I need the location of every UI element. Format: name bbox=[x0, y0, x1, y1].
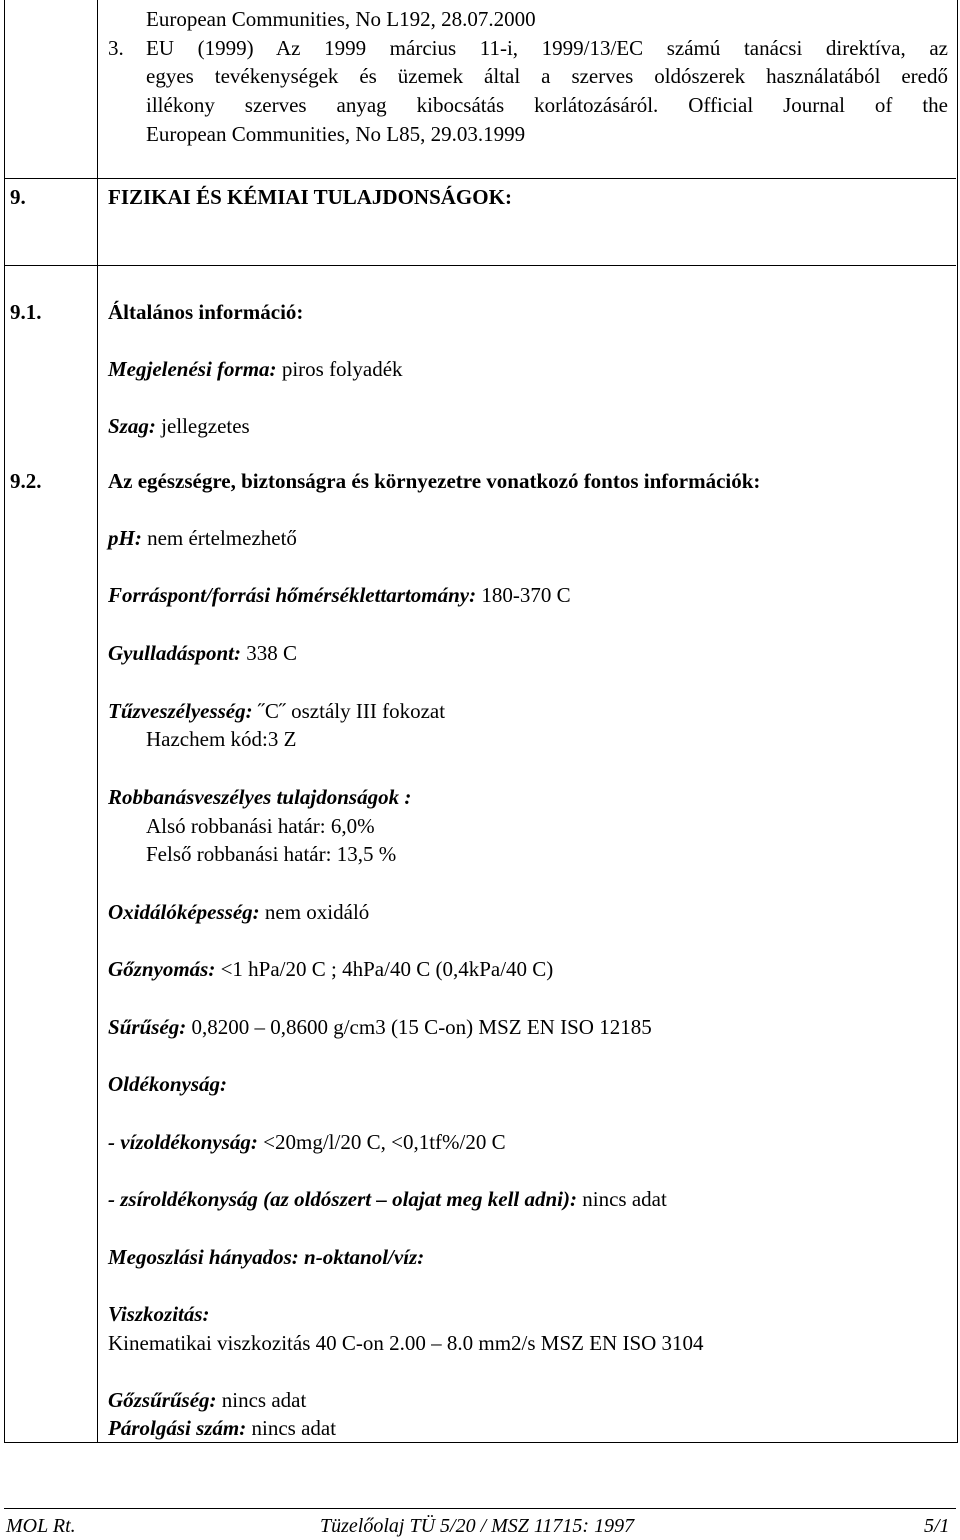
fire-hazard-value: ˝C˝ osztály III fokozat bbox=[252, 699, 446, 723]
upper-explosive-limit: Felső robbanási határ: 13,5 % bbox=[146, 842, 397, 866]
footer-product: Tüzelőolaj TÜ 5/20 / MSZ 11715: 1997 bbox=[320, 1515, 635, 1537]
fat-solubility-row bbox=[108, 1185, 667, 1213]
ph-value: nem értelmezhető bbox=[141, 526, 297, 550]
reference-line: EU (1999) Az 1999 március 11-i, 1999/13/EC számú tanácsi direktíva, az bbox=[146, 36, 948, 60]
reference-continuation: European Communities, No L192, 28.07.2000 bbox=[146, 7, 536, 31]
hazchem-code: Hazchem kód:3 Z bbox=[146, 727, 297, 751]
odor-label: Szag: bbox=[108, 414, 156, 438]
fat-solubility-label: - zsíroldékonyság (az oldószert – olajat meg kell adni): bbox=[108, 1187, 577, 1211]
flash-point-value: 338 C bbox=[241, 641, 298, 665]
column-divider bbox=[97, 0, 98, 1442]
water-solubility-row bbox=[108, 1128, 506, 1156]
lower-explosive-limit: Alsó robbanási határ: 6,0% bbox=[146, 814, 375, 838]
ph-label: pH: bbox=[108, 526, 142, 550]
boiling-row bbox=[108, 581, 571, 609]
section-number: 9.2. bbox=[10, 469, 42, 493]
oxidizing-label: Oxidálóképesség: bbox=[108, 900, 260, 924]
vapor-density-label: Gőzsűrűség: bbox=[108, 1388, 217, 1412]
oxidizing-value: nem oxidáló bbox=[259, 900, 370, 924]
density-label: Sűrűség: bbox=[108, 1015, 187, 1039]
vapor-pressure-row bbox=[108, 955, 553, 983]
odor-row bbox=[108, 412, 250, 440]
appearance-row bbox=[108, 355, 403, 383]
fire-hazard-row bbox=[108, 697, 445, 725]
row-divider bbox=[4, 265, 956, 266]
row-divider bbox=[4, 178, 956, 179]
footer-page-number: 5/1 bbox=[924, 1515, 950, 1537]
solubility-label: Oldékonyság: bbox=[108, 1072, 227, 1096]
footer-company: MOL Rt. bbox=[6, 1515, 76, 1537]
reference-line: egyes tevékenységek és üzemek által a szerves oldószerek használatából eredő bbox=[146, 64, 948, 88]
boiling-label: Forráspont/forrási hőmérséklettartomány: bbox=[108, 583, 477, 607]
partition-coefficient-label: Megoszlási hányados: n-oktanol/víz: bbox=[108, 1245, 425, 1269]
section-title: FIZIKAI ÉS KÉMIAI TULAJDONSÁGOK: bbox=[108, 185, 512, 209]
appearance-value: piros folyadék bbox=[276, 357, 403, 381]
section-number: 9. bbox=[10, 185, 26, 209]
appearance-label: Megjelenési forma: bbox=[108, 357, 277, 381]
explosive-properties-label: Robbanásveszélyes tulajdonságok : bbox=[108, 785, 412, 809]
vapor-density-value: nincs adat bbox=[216, 1388, 307, 1412]
vapor-pressure-label: Gőznyomás: bbox=[108, 957, 216, 981]
vapor-pressure-value: <1 hPa/20 C ; 4hPa/40 C (0,4kPa/40 C) bbox=[215, 957, 554, 981]
section-number: 9.1. bbox=[10, 300, 42, 324]
vapor-density-row bbox=[108, 1386, 306, 1414]
fat-solubility-value: nincs adat bbox=[577, 1187, 667, 1211]
evaporation-label: Párolgási szám: bbox=[108, 1416, 247, 1440]
evaporation-value: nincs adat bbox=[246, 1416, 337, 1440]
odor-value: jellegzetes bbox=[155, 414, 250, 438]
flash-point-label: Gyulladáspont: bbox=[108, 641, 242, 665]
density-row bbox=[108, 1013, 652, 1041]
viscosity-label: Viszkozitás: bbox=[108, 1302, 210, 1326]
reference-line: European Communities, No L85, 29.03.1999 bbox=[146, 122, 526, 146]
boiling-value: 180-370 C bbox=[476, 583, 571, 607]
evaporation-row bbox=[108, 1414, 336, 1442]
section-title: Az egészségre, biztonságra és környezetre vonatkozó fontos információk: bbox=[108, 469, 761, 493]
water-solubility-value: <20mg/l/20 C, <0,1tf%/20 C bbox=[257, 1130, 506, 1154]
water-solubility-label: - vízoldékonyság: bbox=[108, 1130, 258, 1154]
density-value: 0,8200 – 0,8600 g/cm3 (15 C-on) MSZ EN ISO 12185 bbox=[186, 1015, 652, 1039]
viscosity-value: Kinematikai viszkozitás 40 C-on 2.00 – 8.0 mm2/s MSZ EN ISO 3104 bbox=[108, 1331, 704, 1355]
ph-row bbox=[108, 524, 297, 552]
flash-point-row bbox=[108, 639, 297, 667]
reference-line: illékony szerves anyag kibocsátás korlátozásáról. Official Journal of the bbox=[146, 93, 948, 117]
footer-rule bbox=[4, 1508, 956, 1509]
fire-hazard-label: Tűzveszélyesség: bbox=[108, 699, 253, 723]
oxidizing-row bbox=[108, 898, 369, 926]
section-title: Általános információ: bbox=[108, 300, 304, 324]
reference-number: 3. bbox=[108, 36, 124, 60]
